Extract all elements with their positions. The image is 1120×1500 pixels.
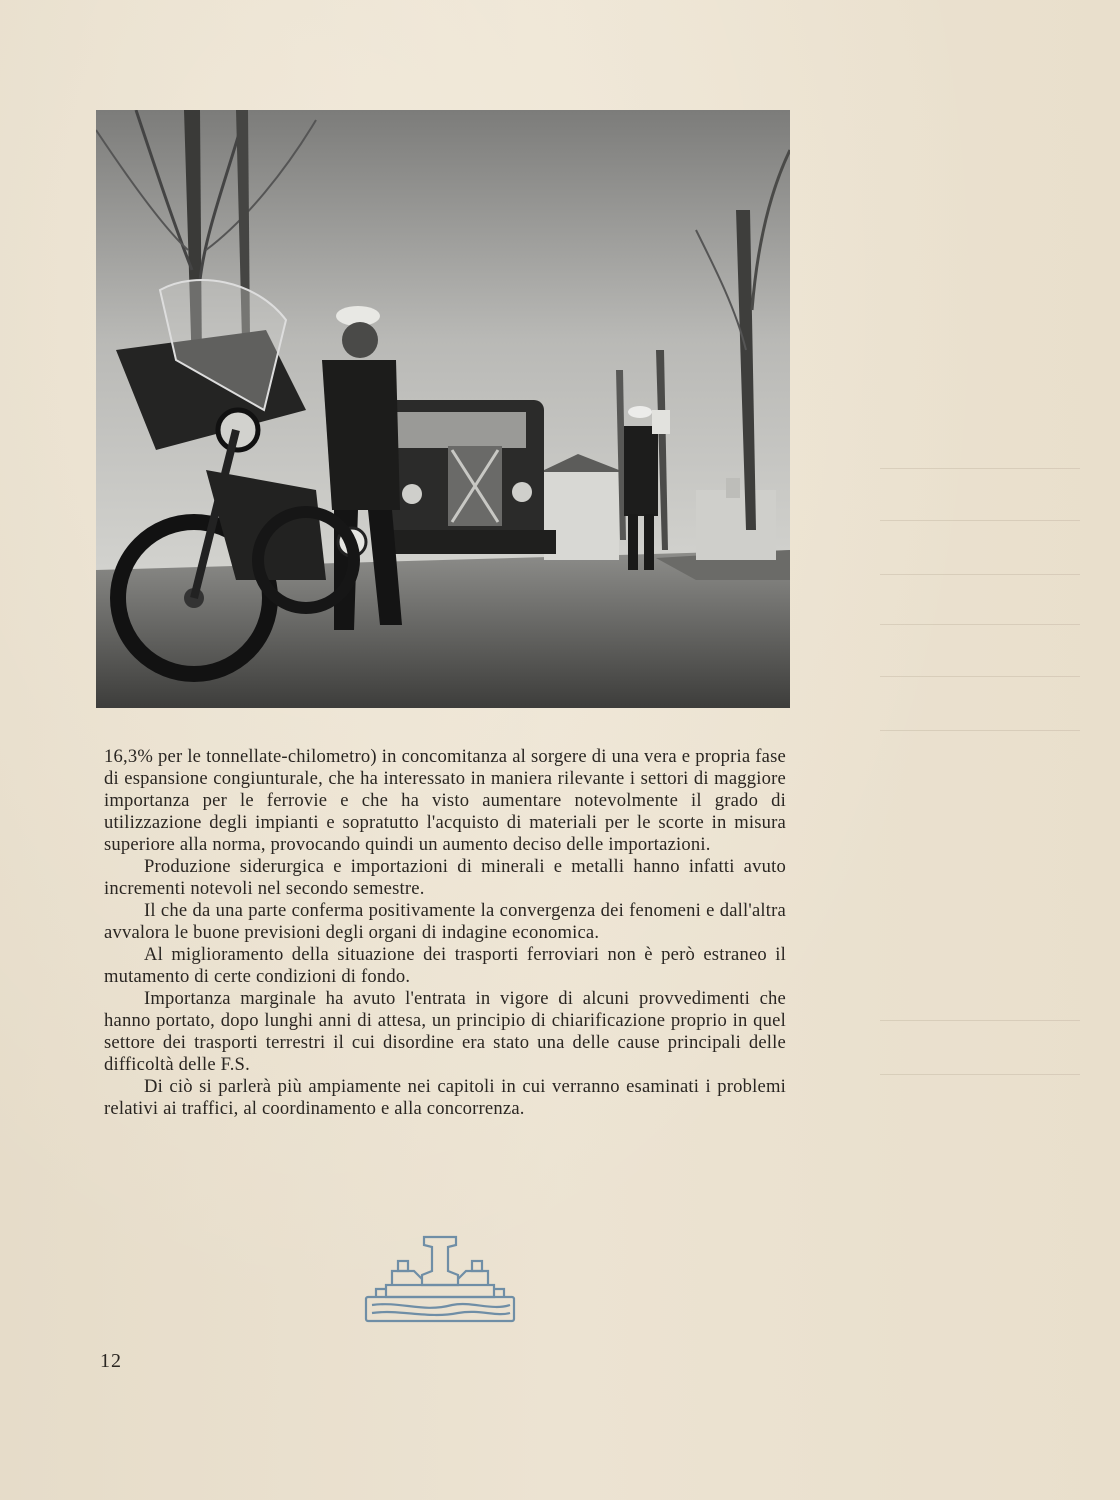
photo-road-police-checkpoint xyxy=(96,110,790,708)
rail-fastening-ornament-icon xyxy=(362,1235,518,1325)
paragraph-2: Produzione siderurgica e importazioni di minerali e metalli hanno infatti avuto incrementi notevoli nel secondo semestre. xyxy=(104,856,786,899)
paragraph-5: Importanza marginale ha avuto l'entrata in vigore di alcuni provvedimenti che hanno portato, dopo lunghi anni di attesa, un principio di chiarificazione proprio in quel settore dei trasporti terrestri il cui disordine era stato una delle cause principali delle difficoltà delle F.S. xyxy=(104,988,786,1075)
page-number: 12 xyxy=(100,1350,122,1372)
photo-illustration xyxy=(96,110,790,708)
paragraph-1: 16,3% per le tonnellate-chilometro) in concomitanza al sorgere di una vera e propria fase di espansione congiunturale, che ha interessato in maniera rilevante i settori di maggiore importanza per le ferrovie e che ha visto aumentare notevolmente il grado di utilizzazione degli impianti e sopratutto l'acquisto di materiali per le scorte in misura superiore alla norma, provocando quindi un aumento deciso delle importazioni. xyxy=(104,746,786,855)
paragraph-3: Il che da una parte conferma positivamente la convergenza dei fenomeni e dall'altra avvalora le buone previsioni degli organi di indagine economica. xyxy=(104,900,786,943)
paragraph-4: Al miglioramento della situazione dei trasporti ferroviari non è però estraneo il mutamento di certe condizioni di fondo. xyxy=(104,944,786,987)
paragraph-6: Di ciò si parlerà più ampiamente nei capitoli in cui verranno esaminati i problemi relativi ai traffici, al coordinamento e alla concorrenza. xyxy=(104,1076,786,1119)
body-text xyxy=(104,746,786,1120)
